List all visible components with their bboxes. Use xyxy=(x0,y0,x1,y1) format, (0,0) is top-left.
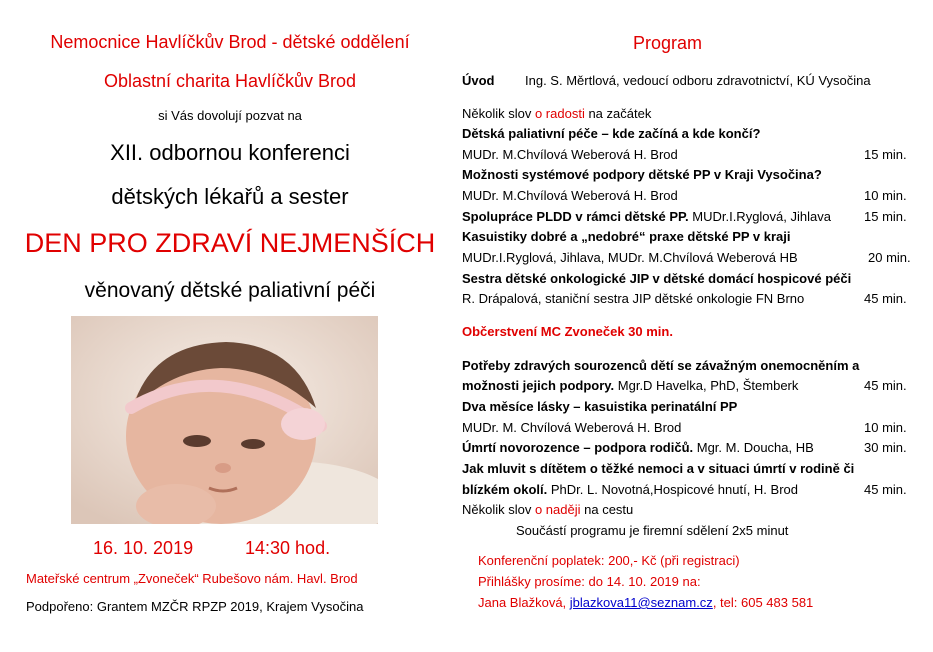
talk-4-duration: 20 min. xyxy=(868,250,911,265)
talk-3-line xyxy=(462,209,831,224)
event-headline: DEN PRO ZDRAVÍ NEJMENŠÍCH xyxy=(24,228,436,258)
talk-6-speaker: Mgr.D Havelka, PhD, Štemberk xyxy=(614,378,799,393)
opening-text-a: Několik slov xyxy=(462,106,535,121)
talk-9-title-b: blízkém okolí. xyxy=(462,482,548,497)
talk-8-speaker: Mgr. M. Doucha, HB xyxy=(693,440,814,455)
conference-line-2: dětských lékařů a sester xyxy=(111,184,349,209)
charity-title: Oblastní charita Havlíčkův Brod xyxy=(103,71,357,91)
talk-7-title: Dva měsíce lásky – kasuistika perinatální PP xyxy=(462,399,738,414)
talk-9-duration: 45 min. xyxy=(864,482,907,497)
talk-9-line xyxy=(462,482,798,497)
talk-6-duration: 45 min. xyxy=(864,378,907,393)
intro-label: Úvod xyxy=(462,73,495,88)
registration-deadline: Přihlášky prosíme: do 14. 10. 2019 na: xyxy=(478,574,701,589)
contact-email-link[interactable]: jblazkova11@seznam.cz xyxy=(569,595,713,610)
talk-8-title: Úmrtí novorozence – podpora rodičů. xyxy=(462,440,694,455)
talk-6-title-b: možnosti jejich podpory. xyxy=(462,378,615,393)
talk-2-speaker: MUDr. M.Chvílová Weberová H. Brod xyxy=(462,188,678,203)
refreshment-break: Občerstvení MC Zvoneček 30 min. xyxy=(462,324,673,339)
talk-1-title: Dětská paliativní péče – kde začíná a kde končí? xyxy=(462,126,761,141)
contact-phone: , tel: 605 483 581 xyxy=(712,595,814,610)
talk-5-duration: 45 min. xyxy=(864,291,907,306)
program-title: Program xyxy=(633,33,703,53)
talk-4-speaker: MUDr.I.Ryglová, Jihlava, MUDr. M.Chvílová Weberová HB xyxy=(462,250,798,265)
closing-text-b: o naději xyxy=(534,502,581,517)
closing-text-a: Několik slov xyxy=(462,502,535,517)
talk-8-duration: 30 min. xyxy=(864,440,907,455)
talk-1-speaker: MUDr. M.Chvílová Weberová H. Brod xyxy=(462,147,678,162)
closing-text-c: na cestu xyxy=(580,502,634,517)
talk-2-title: Možnosti systémové podpory dětské PP v Kraji Vysočina? xyxy=(462,167,822,182)
event-venue: Mateřské centrum „Zvoneček“ Rubešovo nám. Havl. Brod xyxy=(26,571,358,586)
talk-5-speaker: R. Drápalová, staniční sestra JIP dětské onkologie FN Brno xyxy=(462,291,805,306)
event-time: 14:30 hod. xyxy=(245,538,331,558)
talk-6-title-a: Potřeby zdravých sourozenců dětí se závažným onemocněním a xyxy=(462,358,860,373)
talk-8-line xyxy=(462,440,814,455)
talk-3-duration: 15 min. xyxy=(864,209,907,224)
event-subtitle: věnovaný dětské paliativní péči xyxy=(84,279,376,302)
intro-speaker: Ing. S. Měrtlová, vedoucí odboru zdravotnictví, KÚ Vysočina xyxy=(525,73,871,88)
closing-line xyxy=(462,502,633,517)
talk-7-duration: 10 min. xyxy=(864,420,907,435)
talk-1-duration: 15 min. xyxy=(864,147,907,162)
conference-line-1: XII. odbornou konferenci xyxy=(110,140,350,165)
contact-name: Jana Blažková, xyxy=(478,595,570,610)
talk-3-speaker: MUDr.I.Ryglová, Jihlava xyxy=(688,209,831,224)
talk-9-title-a: Jak mluvit s dítětem o těžké nemoci a v situaci úmrtí v rodině či xyxy=(462,461,855,476)
support-text: Podpořeno: Grantem MZČR RPZP 2019, Krajem Vysočina xyxy=(26,599,364,614)
event-date: 16. 10. 2019 xyxy=(93,538,194,558)
contact-line xyxy=(478,595,813,610)
hospital-title: Nemocnice Havlíčkův Brod - dětské oddělení xyxy=(50,32,410,52)
talk-7-speaker: MUDr. M. Chvílová Weberová H. Brod xyxy=(462,420,682,435)
talk-9-speaker: PhDr. L. Novotná,Hospicové hnutí, H. Brod xyxy=(547,482,798,497)
opening-text-c: na začátek xyxy=(584,106,652,121)
program-note: Součástí programu je firemní sdělení 2x5 minut xyxy=(516,523,789,538)
talk-4-title: Kasuistiky dobré a „nedobré“ praxe dětské PP v kraji xyxy=(462,229,791,244)
opening-text-b: o radosti xyxy=(534,106,585,121)
talk-5-title: Sestra dětské onkologické JIP v dětské domácí hospicové péči xyxy=(462,271,852,286)
opening-line xyxy=(462,106,651,121)
talk-6-line xyxy=(462,378,798,393)
invite-text: si Vás dovolují pozvat na xyxy=(158,108,302,123)
baby-photo xyxy=(71,316,378,524)
conference-fee: Konferenční poplatek: 200,- Kč (při registraci) xyxy=(478,553,740,568)
talk-3-title: Spolupráce PLDD v rámci dětské PP. xyxy=(462,209,689,224)
talk-2-duration: 10 min. xyxy=(864,188,907,203)
